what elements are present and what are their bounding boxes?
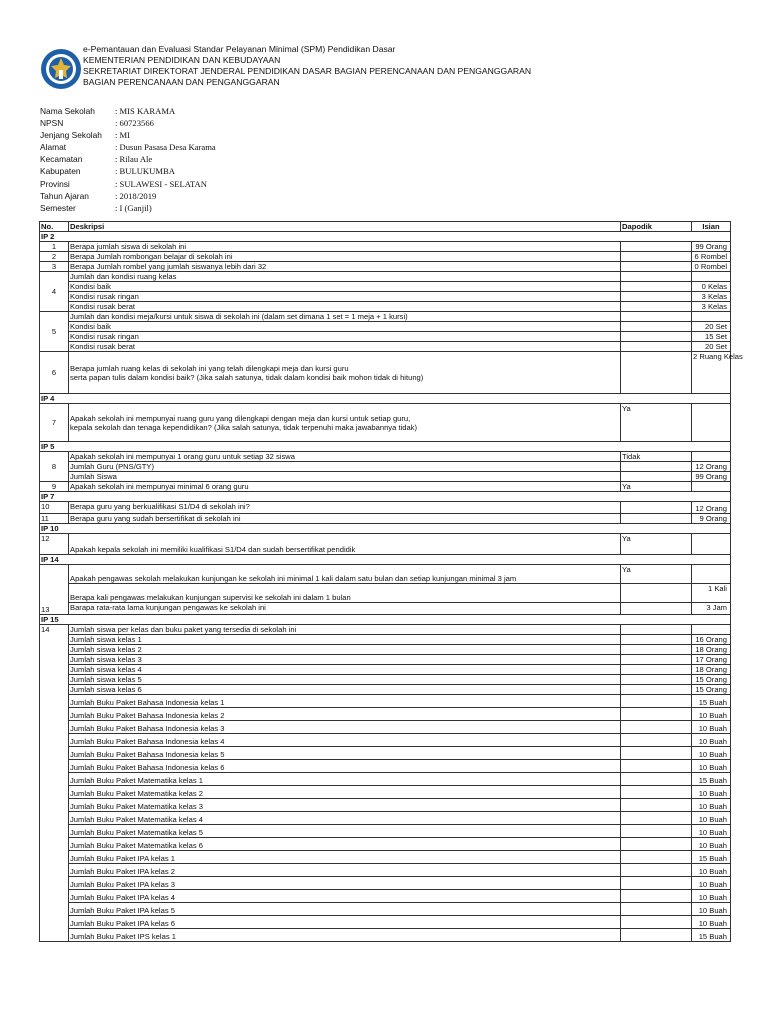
row-desc: Jumlah Buku Paket IPA kelas 1 (69, 851, 621, 864)
info-row (40, 141, 216, 153)
row-dapodik (621, 514, 692, 524)
row-isian: 12 Orang (692, 462, 731, 472)
row-isian: 10 Buah (692, 799, 731, 812)
row-desc: Jumlah Buku Paket Bahasa Indonesia kelas 1 (69, 695, 621, 708)
table-row (40, 890, 731, 903)
row-isian (692, 625, 731, 635)
info-value: : 60723566 (115, 118, 154, 129)
row-desc-line: kepala sekolah dan tenaga kependidikan? (Jika salah satunya, tidak terpenuhi maka jawabannya tidak) (70, 422, 418, 432)
row-dapodik (621, 799, 692, 812)
table-row (40, 665, 731, 675)
row-no: 4 (40, 272, 69, 312)
table-row (40, 760, 731, 773)
table-row (40, 342, 731, 352)
table-row (40, 645, 731, 655)
table-row (40, 786, 731, 799)
header-dapodik: Dapodik (621, 222, 692, 232)
row-isian (692, 565, 731, 584)
row-isian: 10 Buah (692, 708, 731, 721)
row-dapodik (621, 645, 692, 655)
row-dapodik (621, 851, 692, 864)
row-desc: Jumlah dan kondisi meja/kursi untuk siswa di sekolah ini (dalam set dimana 1 set = 1 meja + 1 kursi) (69, 312, 621, 322)
row-desc: Kondisi rusak berat (69, 302, 621, 312)
row-dapodik (621, 352, 692, 394)
row-dapodik (621, 747, 692, 760)
table-row (40, 472, 731, 482)
table-row (40, 322, 731, 332)
row-desc (69, 404, 621, 442)
row-isian (692, 534, 731, 555)
row-dapodik (621, 685, 692, 695)
row-dapodik (621, 312, 692, 322)
row-dapodik (621, 825, 692, 838)
table-row (40, 734, 731, 747)
row-isian: 10 Buah (692, 734, 731, 747)
row-dapodik (621, 272, 692, 282)
row-isian: 3 Kelas (692, 292, 731, 302)
table-row (40, 272, 731, 282)
info-row (40, 105, 216, 117)
info-value: : MIS KARAMA (115, 106, 176, 116)
row-isian (692, 482, 731, 492)
header-line-2: KEMENTERIAN PENDIDIKAN DAN KEBUDAYAAN (83, 55, 281, 65)
table-row (40, 603, 731, 615)
row-desc: Jumlah Buku Paket Matematika kelas 3 (69, 799, 621, 812)
row-desc (69, 352, 621, 394)
row-desc: Jumlah Buku Paket IPA kelas 2 (69, 864, 621, 877)
header-text (83, 44, 531, 88)
row-dapodik: Ya (621, 565, 692, 584)
tut-wuri-handayani-logo-icon (40, 48, 82, 90)
row-desc: Jumlah Buku Paket Bahasa Indonesia kelas 2 (69, 708, 621, 721)
row-dapodik (621, 625, 692, 635)
table-row (40, 625, 731, 635)
row-isian: 10 Buah (692, 760, 731, 773)
row-dapodik (621, 929, 692, 942)
table-row (40, 685, 731, 695)
row-isian (692, 404, 731, 442)
row-desc: Barapa rata-rata lama kunjungan pengawas ke sekolah ini (69, 603, 621, 615)
table-row (40, 929, 731, 942)
row-isian: 0 Rombel (692, 262, 731, 272)
row-dapodik (621, 665, 692, 675)
row-dapodik (621, 302, 692, 312)
info-row (40, 165, 216, 177)
table-row (40, 635, 731, 645)
table-row (40, 452, 731, 462)
row-desc: Kondisi rusak berat (69, 342, 621, 352)
row-desc: Jumlah Buku Paket Matematika kelas 5 (69, 825, 621, 838)
row-dapodik (621, 462, 692, 472)
row-isian: 15 Set (692, 332, 731, 342)
row-dapodik (621, 877, 692, 890)
row-isian: 15 Buah (692, 851, 731, 864)
table-row (40, 877, 731, 890)
table-row (40, 721, 731, 734)
info-value: : BULUKUMBA (115, 166, 175, 177)
row-desc: Jumlah Buku Paket IPA kelas 5 (69, 903, 621, 916)
row-isian (692, 312, 731, 322)
table-row (40, 675, 731, 685)
info-row (40, 190, 216, 202)
row-no: 11 (40, 514, 69, 524)
row-no: 1 (40, 242, 69, 252)
row-isian: 10 Buah (692, 721, 731, 734)
info-label: Tahun Ajaran (40, 190, 89, 201)
row-desc: Apakah sekolah ini mempunyai 1 orang guru untuk setiap 32 siswa (69, 452, 621, 462)
row-dapodik (621, 342, 692, 352)
row-desc: Apakah pengawas sekolah melakukan kunjungan ke sekolah ini minimal 1 kali dalam satu bulan dan setiap kunjungan minimal 3 jam (69, 565, 621, 584)
row-desc: Berapa Jumlah rombongan belajar di sekolah ini (69, 252, 621, 262)
row-isian: 9 Orang (692, 514, 731, 524)
row-dapodik (621, 635, 692, 645)
row-isian: 15 Buah (692, 773, 731, 786)
row-desc: Kondisi rusak ringan (69, 292, 621, 302)
row-no: 5 (40, 312, 69, 352)
row-dapodik (621, 584, 692, 603)
row-dapodik (621, 322, 692, 332)
info-value: : Rilau Ale (115, 154, 153, 165)
row-isian: 0 Kelas (692, 282, 731, 292)
row-dapodik (621, 916, 692, 929)
info-row (40, 202, 216, 214)
row-isian: 99 Orang (692, 242, 731, 252)
row-dapodik (621, 812, 692, 825)
table-row (40, 252, 731, 262)
row-no: 13 (40, 565, 69, 615)
row-isian: 10 Buah (692, 890, 731, 903)
row-desc: Jumlah siswa kelas 5 (69, 675, 621, 685)
info-label: Kabupaten (40, 166, 81, 177)
info-value: : 2018/2019 (115, 190, 157, 201)
row-desc: Jumlah Buku Paket IPA kelas 3 (69, 877, 621, 890)
table-header-row (40, 222, 731, 232)
school-info (40, 105, 216, 214)
row-desc: Jumlah Buku Paket Matematika kelas 1 (69, 773, 621, 786)
header-line-4: BAGIAN PERENCANAAN DAN PENGANGGARAN (83, 77, 280, 87)
row-desc: Jumlah Siswa (69, 472, 621, 482)
row-desc: Jumlah siswa kelas 4 (69, 665, 621, 675)
table-row (40, 916, 731, 929)
row-dapodik (621, 903, 692, 916)
row-desc: Jumlah Buku Paket Matematika kelas 2 (69, 786, 621, 799)
row-no: 6 (40, 352, 69, 394)
info-row (40, 129, 216, 141)
table-row (40, 825, 731, 838)
row-no: 7 (40, 404, 69, 442)
row-isian: 10 Buah (692, 812, 731, 825)
row-dapodik (621, 708, 692, 721)
table-row (40, 332, 731, 342)
row-isian: 20 Set (692, 342, 731, 352)
row-desc: Jumlah dan kondisi ruang kelas (69, 272, 621, 282)
row-desc: Kondisi baik (69, 322, 621, 332)
table-row (40, 708, 731, 721)
row-dapodik (621, 603, 692, 615)
row-isian: 18 Orang (692, 665, 731, 675)
row-isian: 15 Orang (692, 685, 731, 695)
info-label: Kecamatan (40, 154, 83, 165)
info-value: : I (Ganjil) (115, 202, 152, 213)
row-dapodik (621, 282, 692, 292)
section-row (40, 492, 731, 502)
table-row (40, 534, 731, 555)
table-row (40, 312, 731, 322)
info-label: Alamat (40, 142, 67, 153)
row-isian: 16 Orang (692, 635, 731, 645)
section-row (40, 615, 731, 625)
row-dapodik (621, 695, 692, 708)
row-dapodik (621, 734, 692, 747)
row-isian: 15 Orang (692, 675, 731, 685)
row-isian: 10 Buah (692, 877, 731, 890)
spm-table (39, 221, 743, 942)
table-row (40, 282, 731, 292)
section-label: IP 7 (40, 492, 731, 502)
row-isian: 12 Orang (692, 502, 731, 514)
table-row (40, 514, 731, 524)
row-isian (692, 452, 731, 462)
row-dapodik (621, 262, 692, 272)
info-label: Semester (40, 202, 76, 213)
section-row (40, 442, 731, 452)
info-value: : Dusun Pasasa Desa Karama (115, 142, 216, 153)
row-isian: 1 Kali (692, 584, 731, 603)
section-label: IP 14 (40, 555, 731, 565)
row-isian: 10 Buah (692, 838, 731, 851)
row-dapodik (621, 655, 692, 665)
row-dapodik (621, 838, 692, 851)
row-desc: Jumlah Buku Paket IPA kelas 4 (69, 890, 621, 903)
row-desc: Jumlah Buku Paket IPS kelas 1 (69, 929, 621, 942)
info-value: : SULAWESI - SELATAN (115, 178, 207, 189)
row-desc: Jumlah Buku Paket Bahasa Indonesia kelas 3 (69, 721, 621, 734)
table-row (40, 404, 731, 442)
row-dapodik (621, 721, 692, 734)
table-row (40, 262, 731, 272)
table-row (40, 502, 731, 514)
table-row (40, 695, 731, 708)
section-label: IP 15 (40, 615, 731, 625)
row-dapodik (621, 760, 692, 773)
table-row (40, 584, 731, 603)
row-dapodik: Tidak (621, 452, 692, 462)
row-isian (692, 272, 731, 282)
row-desc: Jumlah siswa per kelas dan buku paket yang tersedia di sekolah ini (69, 625, 621, 635)
row-desc-line: Berapa jumlah ruang kelas di sekolah ini yang telah dilengkapi meja dan kursi guru (70, 363, 349, 373)
row-desc: Apakah kepala sekolah ini memiliki kualifikasi S1/D4 dan sudah bersertifikat pendidik (69, 534, 621, 555)
row-desc: Jumlah Guru (PNS/GTY) (69, 462, 621, 472)
table-row (40, 655, 731, 665)
table-row (40, 352, 731, 394)
row-isian: 10 Buah (692, 864, 731, 877)
row-dapodik (621, 242, 692, 252)
table-row (40, 812, 731, 825)
row-desc-line: Apakah sekolah ini mempunyai ruang guru yang dilengkapi dengan meja dan kursi untuk setiap guru, (70, 413, 411, 423)
row-desc: Berapa guru yang sudah bersertifikat di sekolah ini (69, 514, 621, 524)
row-desc: Jumlah Buku Paket Bahasa Indonesia kelas 4 (69, 734, 621, 747)
row-dapodik (621, 890, 692, 903)
info-label: Jenjang Sekolah (40, 130, 102, 141)
row-dapodik: Ya (621, 404, 692, 442)
row-no: 14 (40, 625, 69, 942)
row-isian: 10 Buah (692, 825, 731, 838)
row-desc: Jumlah siswa kelas 2 (69, 645, 621, 655)
table-row (40, 292, 731, 302)
row-desc: Berapa Jumlah rombel yang jumlah siswanya lebih dari 32 (69, 262, 621, 272)
table-row (40, 482, 731, 492)
row-desc: Berapa guru yang berkualifikasi S1/D4 di sekolah ini? (69, 502, 621, 514)
row-desc: Jumlah Buku Paket Bahasa Indonesia kelas 6 (69, 760, 621, 773)
row-isian: 18 Orang (692, 645, 731, 655)
header-no: No. (40, 222, 69, 232)
row-desc: Jumlah siswa kelas 6 (69, 685, 621, 695)
row-desc: Jumlah Buku Paket Matematika kelas 6 (69, 838, 621, 851)
section-label: IP 4 (40, 394, 731, 404)
info-value: : MI (115, 130, 131, 141)
row-isian: 3 Jam (692, 603, 731, 615)
info-label: NPSN (40, 118, 64, 129)
section-row (40, 394, 731, 404)
info-label: Nama Sekolah (40, 106, 95, 116)
row-desc: Jumlah Buku Paket Bahasa Indonesia kelas 5 (69, 747, 621, 760)
section-label: IP 10 (40, 524, 731, 534)
row-no: 3 (40, 262, 69, 272)
section-row (40, 232, 731, 242)
header-line-1: e-Pemantauan dan Evaluasi Standar Pelayanan Minimal (SPM) Pendidikan Dasar (83, 44, 396, 54)
row-isian: 15 Buah (692, 695, 731, 708)
row-dapodik (621, 292, 692, 302)
row-isian: 10 Buah (692, 916, 731, 929)
table-row (40, 242, 731, 252)
row-no: 10 (40, 502, 69, 514)
table-row (40, 302, 731, 312)
row-desc: Kondisi baik (69, 282, 621, 292)
row-isian: 17 Orang (692, 655, 731, 665)
table-row (40, 747, 731, 760)
row-desc: Berapa jumlah siswa di sekolah ini (69, 242, 621, 252)
row-desc: Jumlah siswa kelas 3 (69, 655, 621, 665)
row-dapodik: Ya (621, 482, 692, 492)
row-isian: 2 Ruang Kelas (692, 352, 731, 394)
row-dapodik (621, 502, 692, 514)
table-row (40, 903, 731, 916)
section-label: IP 2 (40, 232, 731, 242)
row-no: 12 (40, 534, 69, 555)
info-row (40, 178, 216, 190)
row-no: 8 (40, 452, 69, 482)
row-no: 2 (40, 252, 69, 262)
row-dapodik (621, 864, 692, 877)
table-row (40, 838, 731, 851)
table-row (40, 773, 731, 786)
info-label: Provinsi (40, 178, 70, 189)
row-no: 9 (40, 482, 69, 492)
row-isian: 6 Rombel (692, 252, 731, 262)
row-dapodik (621, 786, 692, 799)
row-desc: Jumlah Buku Paket IPA kelas 6 (69, 916, 621, 929)
header-deskripsi: Deskripsi (69, 222, 621, 232)
row-desc: Jumlah siswa kelas 1 (69, 635, 621, 645)
row-isian: 10 Buah (692, 786, 731, 799)
row-dapodik (621, 252, 692, 262)
info-row (40, 153, 216, 165)
row-desc: Kondisi rusak ringan (69, 332, 621, 342)
table-row (40, 864, 731, 877)
row-isian: 15 Buah (692, 929, 731, 942)
row-isian: 10 Buah (692, 747, 731, 760)
row-isian: 20 Set (692, 322, 731, 332)
row-dapodik (621, 675, 692, 685)
row-dapodik (621, 332, 692, 342)
row-desc-line: serta papan tulis dalam kondisi baik? (Jika salah satunya, tidak dalam kondisi baik mohon tidak di hitung) (70, 372, 424, 382)
table-row (40, 851, 731, 864)
header-isian: Isian (692, 222, 731, 232)
section-row (40, 524, 731, 534)
row-dapodik (621, 773, 692, 786)
row-desc: Berapa kali pengawas melakukan kunjungan supervisi ke sekolah ini dalam 1 bulan (69, 584, 621, 603)
table-row (40, 799, 731, 812)
header-line-3: SEKRETARIAT DIREKTORAT JENDERAL PENDIDIKAN DASAR BAGIAN PERENCANAAN DAN PENGANGGARAN (83, 66, 532, 76)
section-label: IP 5 (40, 442, 731, 452)
row-dapodik: Ya (621, 534, 692, 555)
row-desc: Apakah sekolah ini mempunyai minimal 6 orang guru (69, 482, 621, 492)
table-row (40, 565, 731, 584)
table-row (40, 462, 731, 472)
row-isian: 99 Orang (692, 472, 731, 482)
section-row (40, 555, 731, 565)
row-desc: Jumlah Buku Paket Matematika kelas 4 (69, 812, 621, 825)
row-isian: 3 Kelas (692, 302, 731, 312)
info-row (40, 117, 216, 129)
row-isian: 10 Buah (692, 903, 731, 916)
row-dapodik (621, 472, 692, 482)
